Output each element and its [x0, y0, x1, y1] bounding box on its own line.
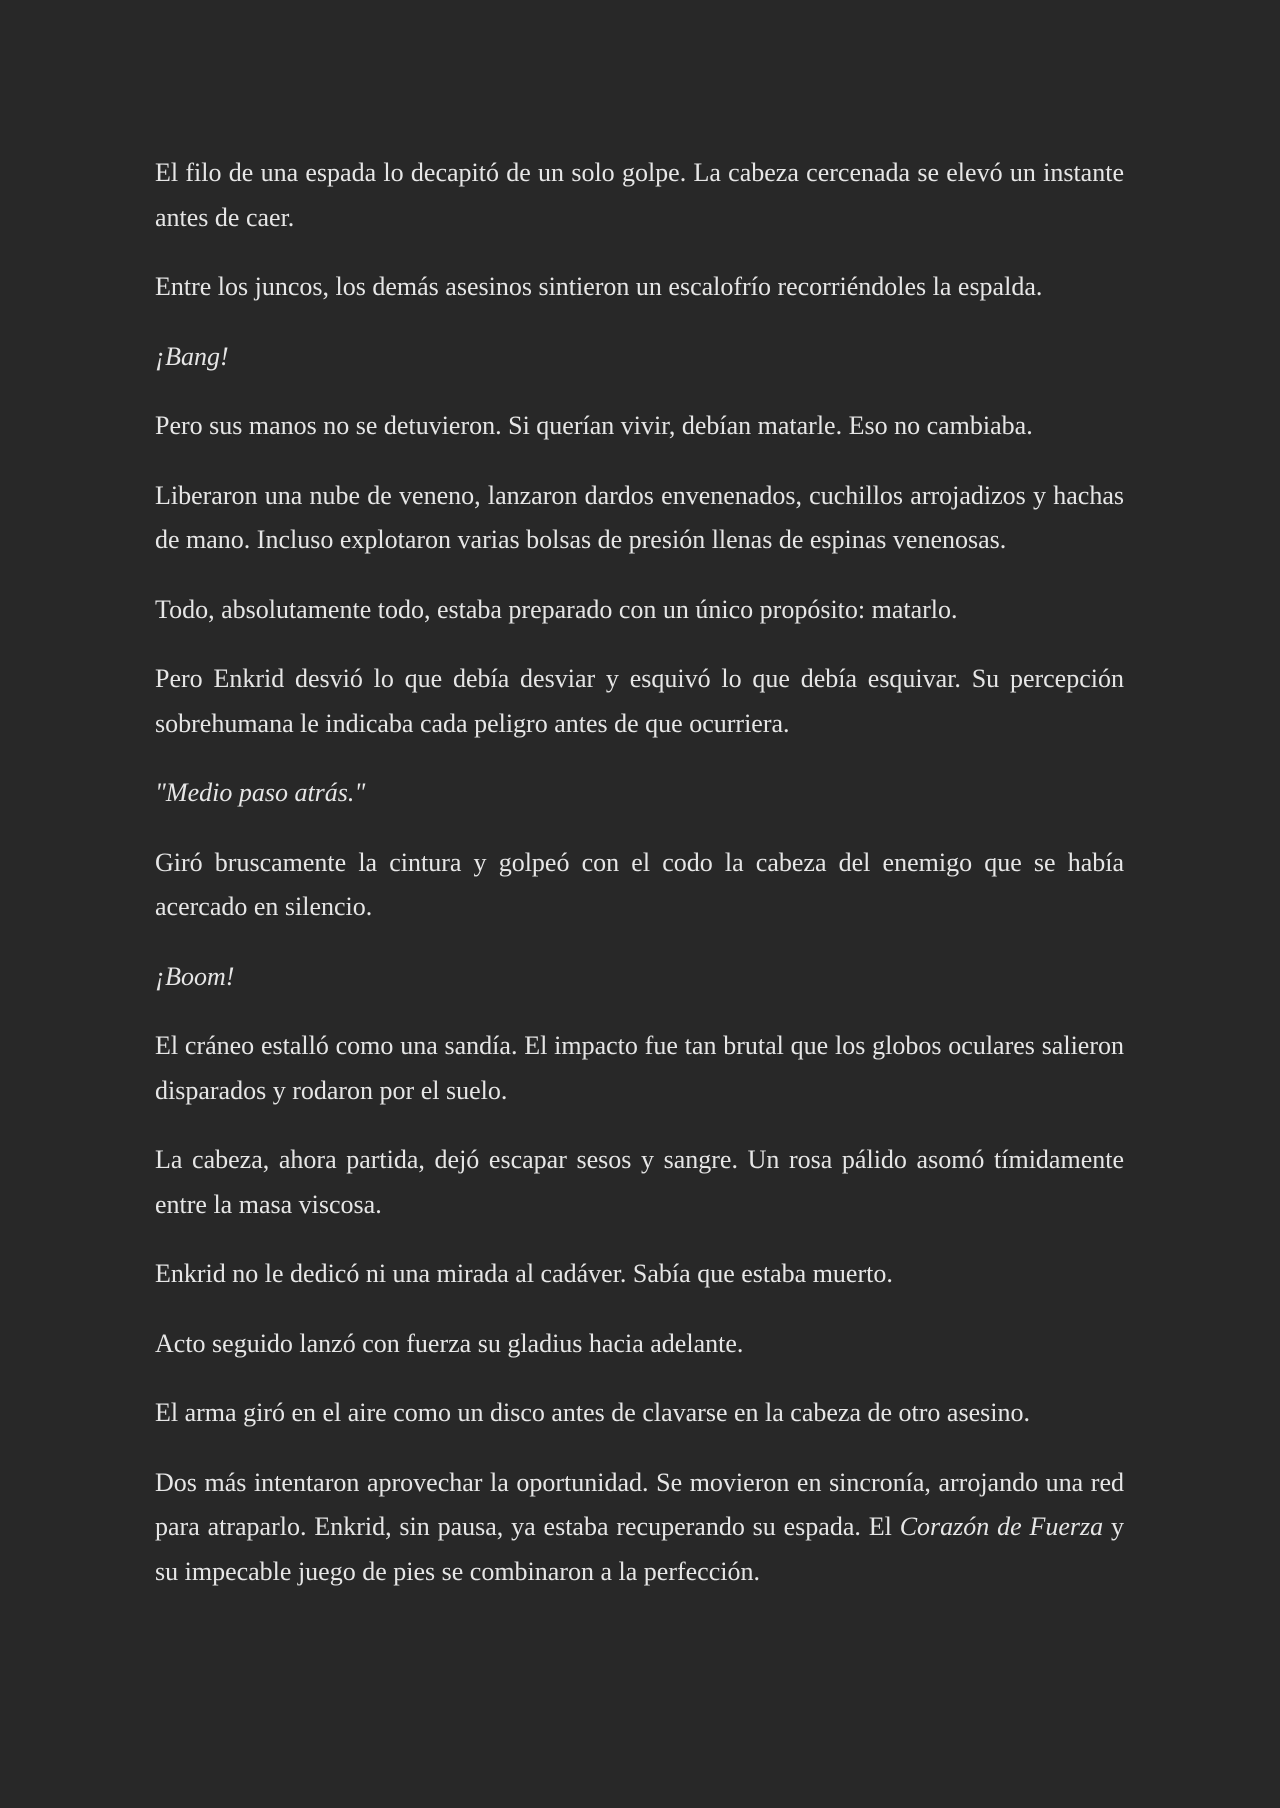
paragraph-thought	[155, 771, 1124, 816]
paragraph: El arma giró en el aire como un disco antes de clavarse en la cabeza de otro asesino.	[155, 1398, 1030, 1427]
italic-text: ¡Boom!	[155, 961, 235, 991]
document-body	[155, 151, 1124, 1619]
text-run: y su impecable juego de pies se combinaron a la perfección.	[155, 1512, 1125, 1586]
paragraph: El cráneo estalló como una sandía. El impacto fue tan brutal que los globos oculares salieron disparados y rodaron por el suelo.	[155, 1031, 1124, 1105]
paragraph-onomatopoeia	[155, 955, 1124, 1000]
paragraph: Acto seguido lanzó con fuerza su gladius hacia adelante.	[155, 1328, 744, 1358]
paragraph: Pero sus manos no se detuvieron. Si querían vivir, debían matarle. Eso no cambiaba.	[155, 411, 1033, 440]
italic-text: Corazón de Fuerza	[899, 1512, 1104, 1541]
paragraph: La cabeza, ahora partida, dejó escapar sesos y sangre. Un rosa pálido asomó tímidamente entre la masa viscosa.	[155, 1145, 1124, 1219]
italic-text: "Medio paso atrás."	[155, 778, 366, 807]
text-run: Dos más intentaron aprovechar la oportunidad. Se movieron en sincronía, arrojando una red para atraparlo. Enkrid, sin pausa, ya estaba recuperando su espada. El	[155, 1467, 1124, 1541]
paragraph: Entre los juncos, los demás asesinos sintieron un escalofrío recorriéndoles la espalda.	[155, 272, 1043, 301]
paragraph: Enkrid no le dedicó ni una mirada al cadáver. Sabía que estaba muerto.	[155, 1259, 893, 1288]
paragraph-onomatopoeia	[155, 335, 1124, 380]
paragraph: El filo de una espada lo decapitó de un solo golpe. La cabeza cercenada se elevó un instante antes de caer.	[155, 158, 1124, 232]
italic-text: ¡Bang!	[155, 341, 229, 371]
paragraph: Pero Enkrid desvió lo que debía desviar y esquivó lo que debía esquivar. Su percepción sobrehumana le indicaba cada peligro antes de que ocurriera.	[155, 664, 1124, 738]
paragraph-last	[155, 1461, 1124, 1595]
paragraph: Giró bruscamente la cintura y golpeó con el codo la cabeza del enemigo que se había acercado en silencio.	[155, 847, 1124, 921]
paragraph: Liberaron una nube de veneno, lanzaron dardos envenenados, cuchillos arrojadizos y hachas de mano. Incluso explotaron varias bolsas de presión llenas de espinas venenosas.	[155, 480, 1124, 554]
paragraph: Todo, absolutamente todo, estaba preparado con un único propósito: matarlo.	[155, 594, 958, 624]
